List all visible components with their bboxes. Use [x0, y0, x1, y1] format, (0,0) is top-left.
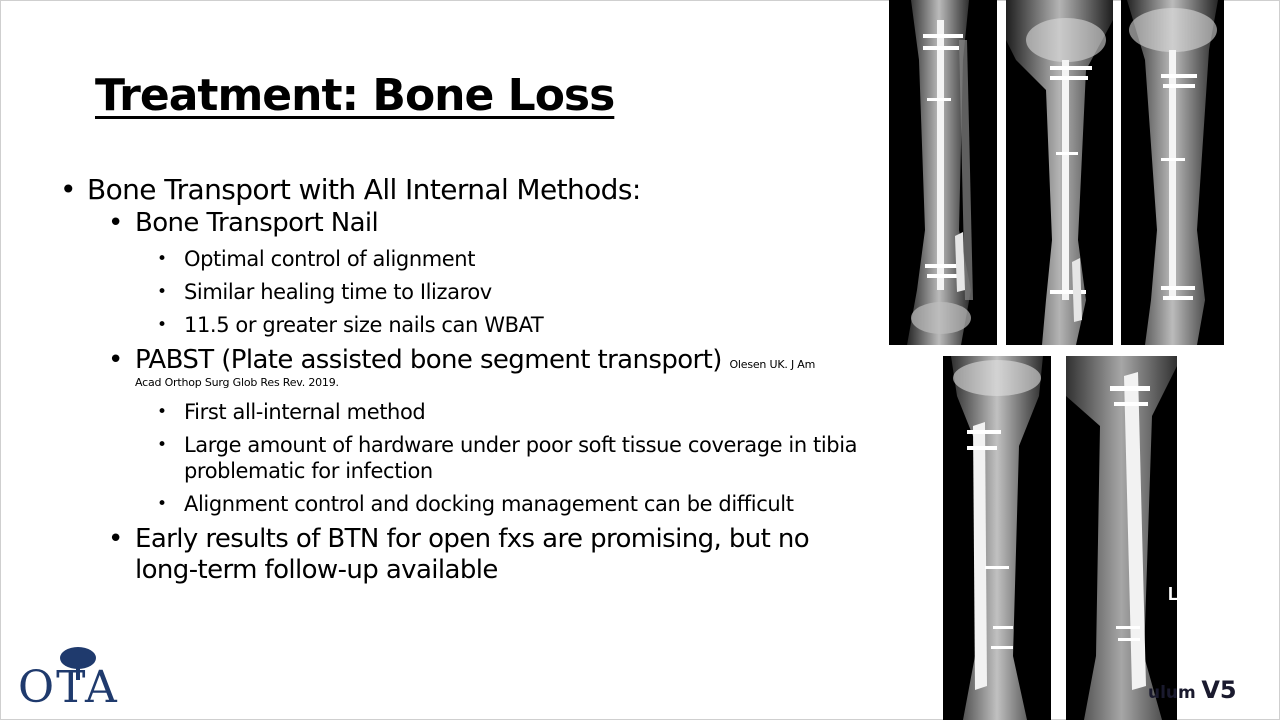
xray-image-1 — [889, 0, 997, 345]
bullet-level2 — [108, 524, 860, 586]
bullet-level3 — [157, 432, 860, 484]
bullet-level3 — [157, 491, 860, 517]
bullet-dot: • — [108, 524, 123, 554]
bullet-text: Similar healing time to Ilizarov — [184, 280, 492, 304]
bullet-level3 — [157, 246, 860, 272]
bullet-text: Alignment control and docking management can be difficult — [184, 492, 794, 516]
bullet-level1 — [60, 172, 860, 208]
bullet-dot: • — [157, 402, 167, 422]
bullet-dot: • — [108, 345, 123, 375]
bullet-level3 — [157, 279, 860, 305]
xray-image-5 — [1066, 356, 1177, 720]
citation: Olesen UK. J Am — [729, 358, 816, 371]
bullet-dot: • — [60, 173, 76, 206]
bullet-level2 — [108, 208, 860, 239]
footer-version: V5 — [1201, 676, 1237, 704]
ota-logo — [18, 642, 123, 712]
bullet-text: 11.5 or greater size nails can WBAT — [184, 313, 544, 337]
bullet-text: Bone Transport Nail — [135, 208, 379, 238]
bullet-dot: • — [157, 282, 167, 302]
bullet-text: PABST (Plate assisted bone segment transport) — [135, 345, 722, 375]
footer-word: ulum — [1148, 683, 1196, 703]
bullet-level3 — [157, 312, 860, 338]
xray-image-3 — [1121, 0, 1224, 345]
bullet-text: Early results of BTN for open fxs are promising, but no long-term follow-up available — [135, 524, 810, 585]
bullet-level3 — [157, 399, 860, 425]
bullet-list — [60, 172, 860, 586]
xray-image-2 — [1006, 0, 1113, 345]
slide-title: Treatment: Bone Loss — [95, 70, 615, 121]
bullet-text: Optimal control of alignment — [184, 247, 476, 271]
bullet-text: First all-internal method — [184, 400, 426, 424]
bullet-dot: • — [157, 494, 167, 514]
bullet-level2 — [108, 345, 860, 376]
bullet-text: Large amount of hardware under poor soft tissue coverage in tibia problematic for infection — [184, 433, 858, 483]
xray-side-marker: L — [1168, 584, 1179, 604]
bullet-dot: • — [157, 315, 167, 335]
xray-image-4 — [943, 356, 1051, 720]
bullet-dot: • — [157, 435, 167, 455]
ota-logo-text: OTA — [18, 662, 119, 713]
bullet-text: Bone Transport with All Internal Methods: — [87, 173, 641, 206]
citation-continued: Acad Orthop Surg Glob Res Rev. 2019. — [135, 376, 339, 389]
bullet-dot: • — [157, 249, 167, 269]
bullet-dot: • — [108, 208, 123, 238]
footer-label — [1148, 676, 1237, 704]
